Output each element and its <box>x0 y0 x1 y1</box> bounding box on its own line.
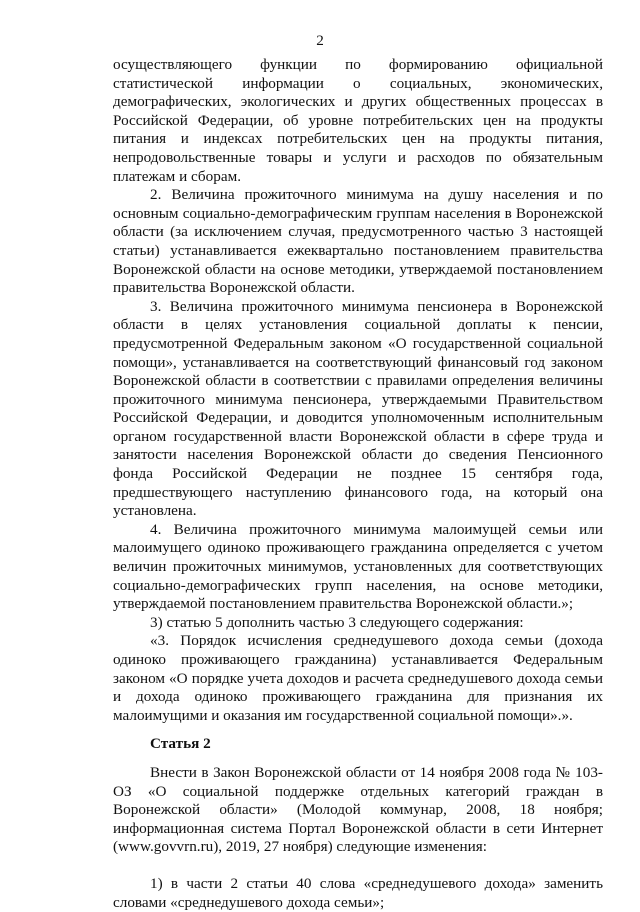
paragraph-statistics-continuation: осуществляющего функции по формированию официальной статистической информации о социальных, экономических, демографических, экологических и других общественных процессах в Российской Федерации, об уровне потребительских цен на продукты питания и индексах потребительских цен на продукты питания, непродовольственные товары и услуги и расходов по обязательным платежам и сборам. <box>113 56 603 185</box>
paragraph-quoted-part-3: «3. Порядок исчисления среднедушевого дохода семьи (дохода одиноко проживающего гражданина) устанавливается Федеральным законом «О порядке учета доходов и расчета среднедушевого дохода семьи и дохода одиноко проживающего гражданина для признания их малоимущими и оказания им государственной социальной помощи».». <box>113 632 603 724</box>
paragraph-part-4: 4. Величина прожиточного минимума малоимущей семьи или малоимущего одиноко проживающего гражданина определяется с учетом величин прожиточных минимумов, установленных для соответствующих социально-демографических групп населения, на основе методики, утверждаемой постановлением правительства Воронежской области.»; <box>113 520 603 613</box>
paragraph-item-3: 3) статью 5 дополнить частью 3 следующего содержания: <box>150 613 524 631</box>
document-body <box>113 56 603 912</box>
page-number: 2 <box>316 32 324 49</box>
paragraph-amendment-1: 1) в части 2 статьи 40 слова «среднедушевого дохода» заменить словами «среднедушевого дохода семьи»; <box>113 874 603 911</box>
paragraph-article-2-intro: Внести в Закон Воронежской области от 14 ноября 2008 года № 103-ОЗ «О социальной поддержке отдельных категорий граждан в Воронежской области» (Молодой коммунар, 2008, 18 ноября; информационная система Портал Воронежской области в сети Интернет (www.govvrn.ru), 2019, 27 ноября) следующие изменения: <box>113 763 603 856</box>
article-heading: Статья 2 <box>150 735 211 753</box>
paragraph-part-3: 3. Величина прожиточного минимума пенсионера в Воронежской области в целях установления социальной доплаты к пенсии, предусмотренной Федеральным законом «О государственной социальной помощи», устанавливается на соответствующий финансовый год законом Воронежской области в соответствии с правилами определения величины прожиточного минимума пенсионера, утверждаемыми Правительством Российской Федерации, и доводится уполномоченным исполнительным органом государственной власти Воронежской области в сфере труда и занятости населения Воронежской области до сведения Пенсионного фонда Российской Федерации не позднее 15 сентября года, предшествующего наступлению финансового года, на который она установлена. <box>113 297 603 520</box>
paragraph-part-2: 2. Величина прожиточного минимума на душу населения и по основным социально-демографическим группам населения в Воронежской области (за исключением случая, предусмотренного частью 3 настоящей статьи) устанавливается ежеквартально постановлением правительства Воронежской области на основе методики, утверждаемой постановлением правительства Воронежской области. <box>113 186 603 297</box>
blank-line <box>113 857 603 875</box>
